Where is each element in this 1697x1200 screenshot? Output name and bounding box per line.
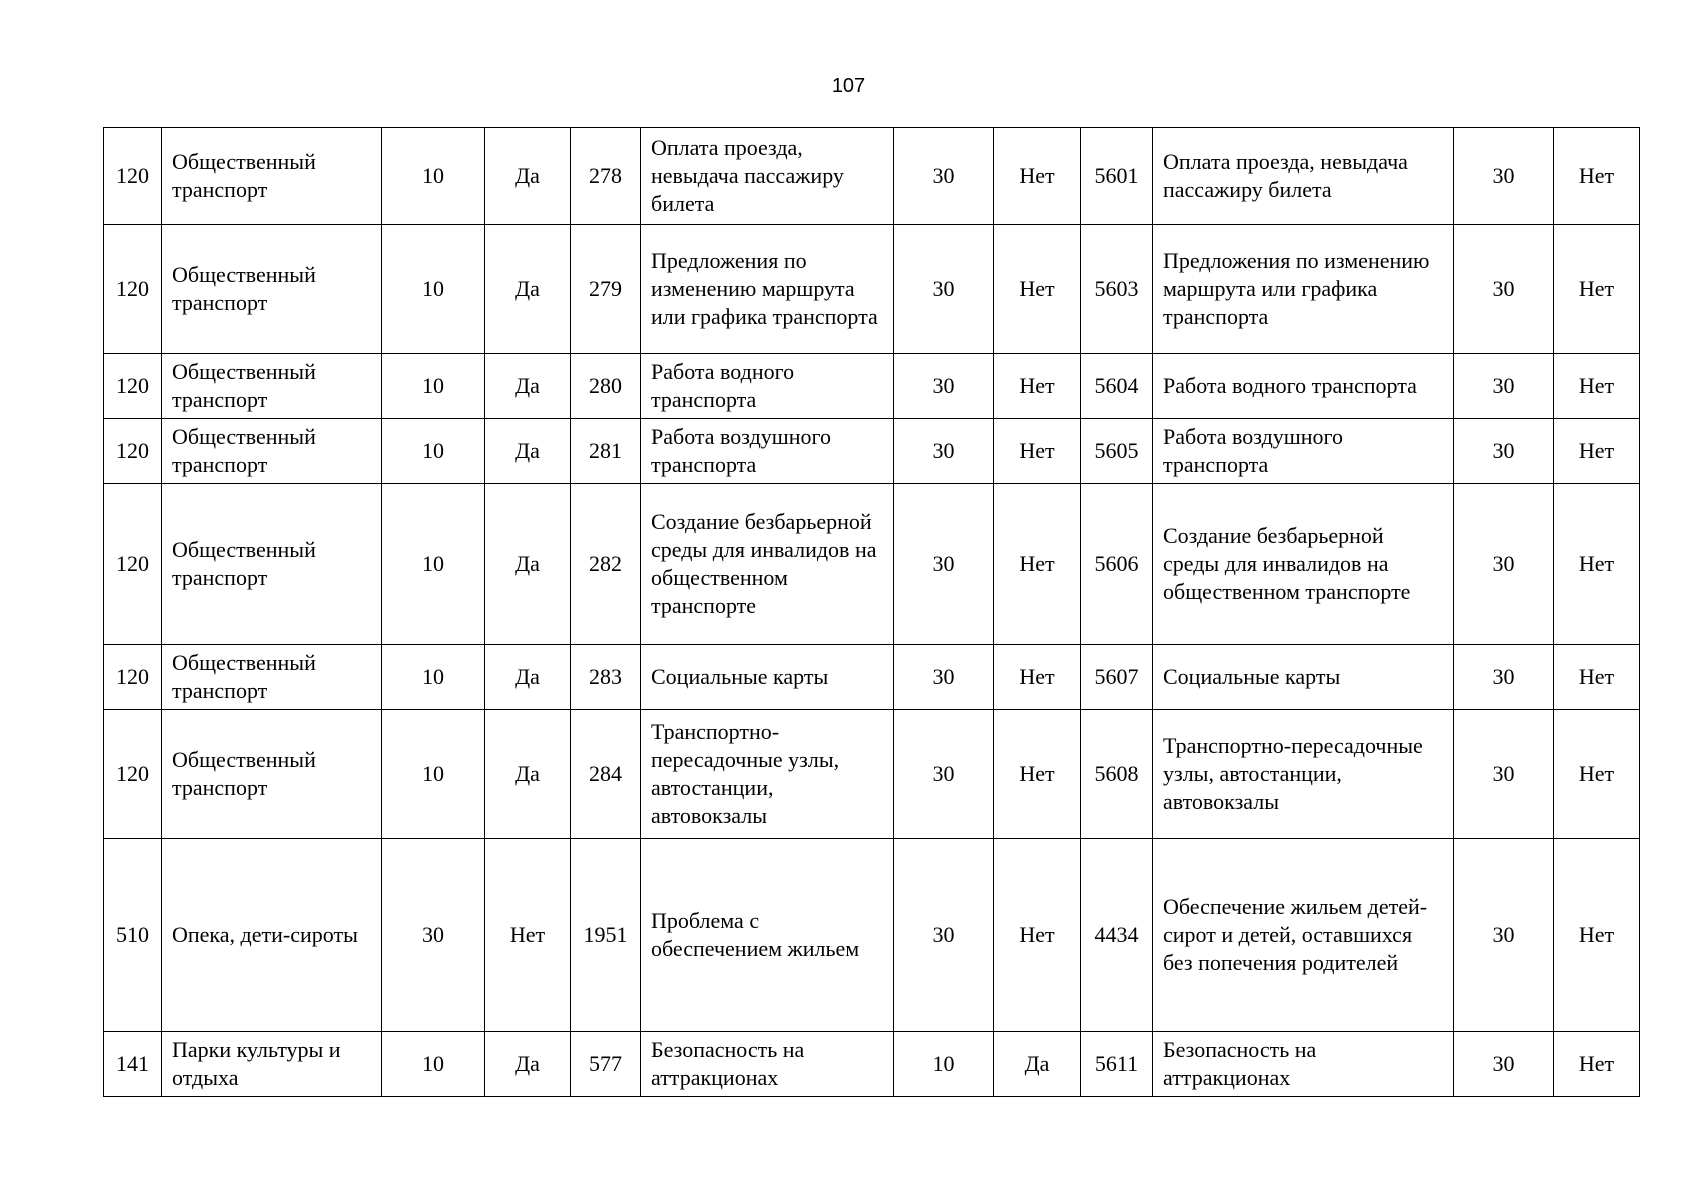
table-row — [104, 419, 1640, 484]
category-days-cell: 10 — [382, 1032, 485, 1097]
category-days-cell: 10 — [382, 710, 485, 839]
topic-days-cell: 30 — [894, 354, 994, 419]
category-days-cell: 30 — [382, 839, 485, 1032]
topic-flag-cell: Нет — [994, 225, 1081, 354]
category-days-cell: 10 — [382, 419, 485, 484]
category-days-cell: 10 — [382, 484, 485, 645]
table-body — [104, 128, 1640, 1097]
subtopic-name-cell: Предложения по изменению маршрута или графика транспорта — [1153, 225, 1454, 354]
category-code-cell: 120 — [104, 225, 162, 354]
subtopic-code-cell: 5604 — [1081, 354, 1153, 419]
topic-flag-cell: Нет — [994, 128, 1081, 225]
subtopic-days-cell: 30 — [1454, 645, 1554, 710]
topic-name-cell: Социальные карты — [641, 645, 894, 710]
category-code-cell: 120 — [104, 710, 162, 839]
subtopic-code-cell: 4434 — [1081, 839, 1153, 1032]
topic-flag-cell: Нет — [994, 419, 1081, 484]
category-flag-cell: Да — [485, 225, 571, 354]
table-row — [104, 839, 1640, 1032]
topic-code-cell: 1951 — [571, 839, 641, 1032]
subtopic-days-cell: 30 — [1454, 1032, 1554, 1097]
category-code-cell: 120 — [104, 645, 162, 710]
category-flag-cell: Да — [485, 1032, 571, 1097]
category-days-cell: 10 — [382, 225, 485, 354]
subtopic-name-cell: Оплата проезда, невыдача пассажиру билета — [1153, 128, 1454, 225]
category-days-cell: 10 — [382, 128, 485, 225]
subtopic-days-cell: 30 — [1454, 225, 1554, 354]
subtopic-days-cell: 30 — [1454, 419, 1554, 484]
subtopic-flag-cell: Нет — [1554, 645, 1640, 710]
category-name-cell: Общественный транспорт — [162, 645, 382, 710]
subtopic-name-cell: Создание безбарьерной среды для инвалидов на общественном транспорте — [1153, 484, 1454, 645]
subtopic-name-cell: Социальные карты — [1153, 645, 1454, 710]
topic-days-cell: 30 — [894, 484, 994, 645]
topic-code-cell: 282 — [571, 484, 641, 645]
subtopic-days-cell: 30 — [1454, 710, 1554, 839]
page-number: 107 — [831, 75, 866, 97]
category-code-cell: 141 — [104, 1032, 162, 1097]
topic-days-cell: 30 — [894, 645, 994, 710]
category-name-cell: Общественный транспорт — [162, 484, 382, 645]
subtopic-code-cell: 5606 — [1081, 484, 1153, 645]
topic-name-cell: Проблема с обеспечением жильем — [641, 839, 894, 1032]
category-days-cell: 10 — [382, 645, 485, 710]
subtopic-code-cell: 5608 — [1081, 710, 1153, 839]
subtopic-code-cell: 5605 — [1081, 419, 1153, 484]
category-name-cell: Опека, дети-сироты — [162, 839, 382, 1032]
category-name-cell: Общественный транспорт — [162, 128, 382, 225]
subtopic-code-cell: 5603 — [1081, 225, 1153, 354]
category-days-cell: 10 — [382, 354, 485, 419]
subtopic-name-cell: Безопасность на аттракционах — [1153, 1032, 1454, 1097]
topic-flag-cell: Нет — [994, 645, 1081, 710]
subtopic-name-cell: Работа воздушного транспорта — [1153, 419, 1454, 484]
category-code-cell: 510 — [104, 839, 162, 1032]
category-code-cell: 120 — [104, 354, 162, 419]
topic-name-cell: Работа воздушного транспорта — [641, 419, 894, 484]
table-row — [104, 484, 1640, 645]
topic-flag-cell: Нет — [994, 710, 1081, 839]
document-table — [103, 127, 1640, 1097]
subtopic-flag-cell: Нет — [1554, 354, 1640, 419]
category-name-cell: Общественный транспорт — [162, 354, 382, 419]
category-name-cell: Общественный транспорт — [162, 225, 382, 354]
subtopic-flag-cell: Нет — [1554, 419, 1640, 484]
topic-days-cell: 30 — [894, 128, 994, 225]
category-flag-cell: Да — [485, 645, 571, 710]
category-flag-cell: Да — [485, 710, 571, 839]
subtopic-flag-cell: Нет — [1554, 128, 1640, 225]
topic-name-cell: Транспортно-пересадочные узлы, автостанции, автовокзалы — [641, 710, 894, 839]
category-name-cell: Общественный транспорт — [162, 419, 382, 484]
subtopic-days-cell: 30 — [1454, 839, 1554, 1032]
subtopic-name-cell: Транспортно-пересадочные узлы, автостанции, автовокзалы — [1153, 710, 1454, 839]
category-flag-cell: Да — [485, 419, 571, 484]
subtopic-days-cell: 30 — [1454, 354, 1554, 419]
subtopic-days-cell: 30 — [1454, 128, 1554, 225]
category-flag-cell: Да — [485, 128, 571, 225]
topic-name-cell: Предложения по изменению маршрута или графика транспорта — [641, 225, 894, 354]
table-row — [104, 1032, 1640, 1097]
subtopic-flag-cell: Нет — [1554, 710, 1640, 839]
table-row — [104, 354, 1640, 419]
subtopic-flag-cell: Нет — [1554, 1032, 1640, 1097]
category-name-cell: Общественный транспорт — [162, 710, 382, 839]
subtopic-days-cell: 30 — [1454, 484, 1554, 645]
topic-name-cell: Оплата проезда, невыдача пассажиру билета — [641, 128, 894, 225]
topic-code-cell: 278 — [571, 128, 641, 225]
subtopic-code-cell: 5607 — [1081, 645, 1153, 710]
subtopic-name-cell: Обеспечение жильем детей-сирот и детей, оставшихся без попечения родителей — [1153, 839, 1454, 1032]
subtopic-flag-cell: Нет — [1554, 839, 1640, 1032]
table-row — [104, 710, 1640, 839]
topic-code-cell: 280 — [571, 354, 641, 419]
topic-days-cell: 30 — [894, 419, 994, 484]
topic-days-cell: 30 — [894, 225, 994, 354]
topic-flag-cell: Нет — [994, 839, 1081, 1032]
category-flag-cell: Да — [485, 484, 571, 645]
topic-code-cell: 284 — [571, 710, 641, 839]
topic-name-cell: Безопасность на аттракционах — [641, 1032, 894, 1097]
table-row — [104, 225, 1640, 354]
category-code-cell: 120 — [104, 484, 162, 645]
topic-days-cell: 30 — [894, 839, 994, 1032]
subtopic-code-cell: 5611 — [1081, 1032, 1153, 1097]
category-flag-cell: Да — [485, 354, 571, 419]
subtopic-flag-cell: Нет — [1554, 484, 1640, 645]
table-row — [104, 128, 1640, 225]
subtopic-flag-cell: Нет — [1554, 225, 1640, 354]
topic-name-cell: Создание безбарьерной среды для инвалидов на общественном транспорте — [641, 484, 894, 645]
topic-days-cell: 30 — [894, 710, 994, 839]
subtopic-code-cell: 5601 — [1081, 128, 1153, 225]
category-code-cell: 120 — [104, 128, 162, 225]
category-flag-cell: Нет — [485, 839, 571, 1032]
subtopic-name-cell: Работа водного транспорта — [1153, 354, 1454, 419]
topic-code-cell: 281 — [571, 419, 641, 484]
category-code-cell: 120 — [104, 419, 162, 484]
topic-flag-cell: Нет — [994, 354, 1081, 419]
topic-code-cell: 577 — [571, 1032, 641, 1097]
topic-flag-cell: Нет — [994, 484, 1081, 645]
topic-flag-cell: Да — [994, 1032, 1081, 1097]
topic-days-cell: 10 — [894, 1032, 994, 1097]
topic-code-cell: 279 — [571, 225, 641, 354]
topic-code-cell: 283 — [571, 645, 641, 710]
category-name-cell: Парки культуры и отдыха — [162, 1032, 382, 1097]
topic-name-cell: Работа водного транспорта — [641, 354, 894, 419]
table-row — [104, 645, 1640, 710]
